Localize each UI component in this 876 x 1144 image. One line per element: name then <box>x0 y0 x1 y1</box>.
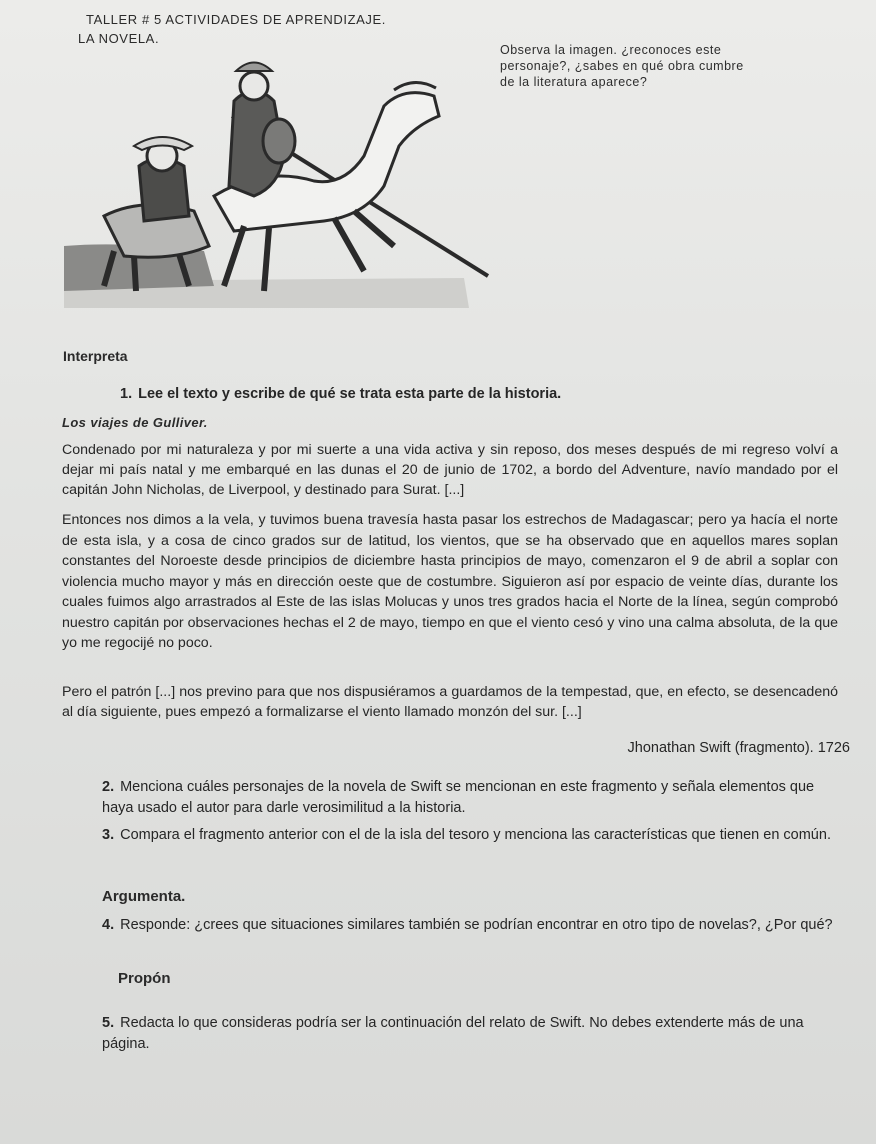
question-3 <box>102 825 848 846</box>
section-interpreta: Interpreta <box>63 348 128 364</box>
question-number: 1. <box>120 386 133 402</box>
question-number: 2. <box>102 779 115 795</box>
intro-line: Observa la imagen. ¿reconoces este <box>500 43 722 57</box>
worksheet-subtitle: LA NOVELA. <box>78 31 160 46</box>
question-2 <box>102 777 848 819</box>
story-author: Jhonathan Swift (fragmento). 1726 <box>627 740 850 756</box>
illustration-drawing <box>64 46 494 308</box>
question-text: Responde: ¿crees que situaciones similares también se podrían encontrar en otro tipo de novelas?, ¿Por qué? <box>120 917 833 933</box>
question-text: Compara el fragmento anterior con el de la isla del tesoro y menciona las características que tienen en común. <box>120 827 831 843</box>
question-number: 5. <box>102 1015 115 1031</box>
question-text: Lee el texto y escribe de qué se trata esta parte de la historia. <box>138 386 562 402</box>
question-4 <box>102 915 848 936</box>
question-text: Redacta lo que consideras podría ser la continuación del relato de Swift. No debes extenderte más de una página. <box>102 1015 804 1052</box>
section-propon: Propón <box>118 970 171 987</box>
question-text: Menciona cuáles personajes de la novela de Swift se mencionan en este fragmento y señala elementos que haya usado el autor para darle verosimilitud a la historia. <box>102 779 815 816</box>
story-title: Los viajes de Gulliver. <box>62 415 208 430</box>
intro-line: de la literatura aparece? <box>500 75 648 89</box>
section-argumenta: Argumenta. <box>102 888 186 905</box>
question-number: 4. <box>102 917 115 933</box>
question-5 <box>102 1013 848 1055</box>
question-1 <box>120 384 820 405</box>
worksheet-title: TALLER # 5 ACTIVIDADES DE APRENDIZAJE. <box>86 12 386 27</box>
story-paragraph: Condenado por mi naturaleza y por mi suerte a una vida activa y sin reposo, dos meses después de mi regreso volví a dejar mi país natal y me embarqué en las dunas el 20 de junio de 1702, a bordo del Adventure, navío mandado por el capitán John Nicholas, de Liverpool, y destinado para Surat. [...] <box>62 442 838 498</box>
story-paragraph: Entonces nos dimos a la vela, y tuvimos buena travesía hasta pasar los estrechos de Madagascar; pero ya hacía el norte de esta isla, y a cosa de cinco grados sur de latitud, los vientos, que se ha observado que en aquellos mares soplan constantes del Noroeste desde principios de diciembre hasta principios de mayo, comenzaron el 9 de abril a soplar con violencia mucho mayor y más en dirección oeste que de costumbre. Siguieron así por espacio de veinte días, durante los cuales fuimos algo arrastrados al Este de las islas Molucas y unos tres grados hacia el Norte de la línea, según comprobó nuestro capitán por observaciones hechas el 2 de mayo, tiempo en que el viento cesó y vino una calma absoluta, de la que yo me regocijé no poco. <box>62 512 838 651</box>
story-paragraph: Pero el patrón [...] nos previno para que nos dispusiéramos a guardamos de la tempestad, que, en efecto, se desencadenó al día siguiente, pues empezó a formalizarse el viento llamado monzón del sur. [...] <box>62 684 838 720</box>
don-quixote-sancho-panza-illustration <box>64 46 494 308</box>
intro-line: personaje?, ¿sabes en qué obra cumbre <box>500 59 744 73</box>
question-number: 3. <box>102 827 115 843</box>
intro-question <box>500 42 744 90</box>
